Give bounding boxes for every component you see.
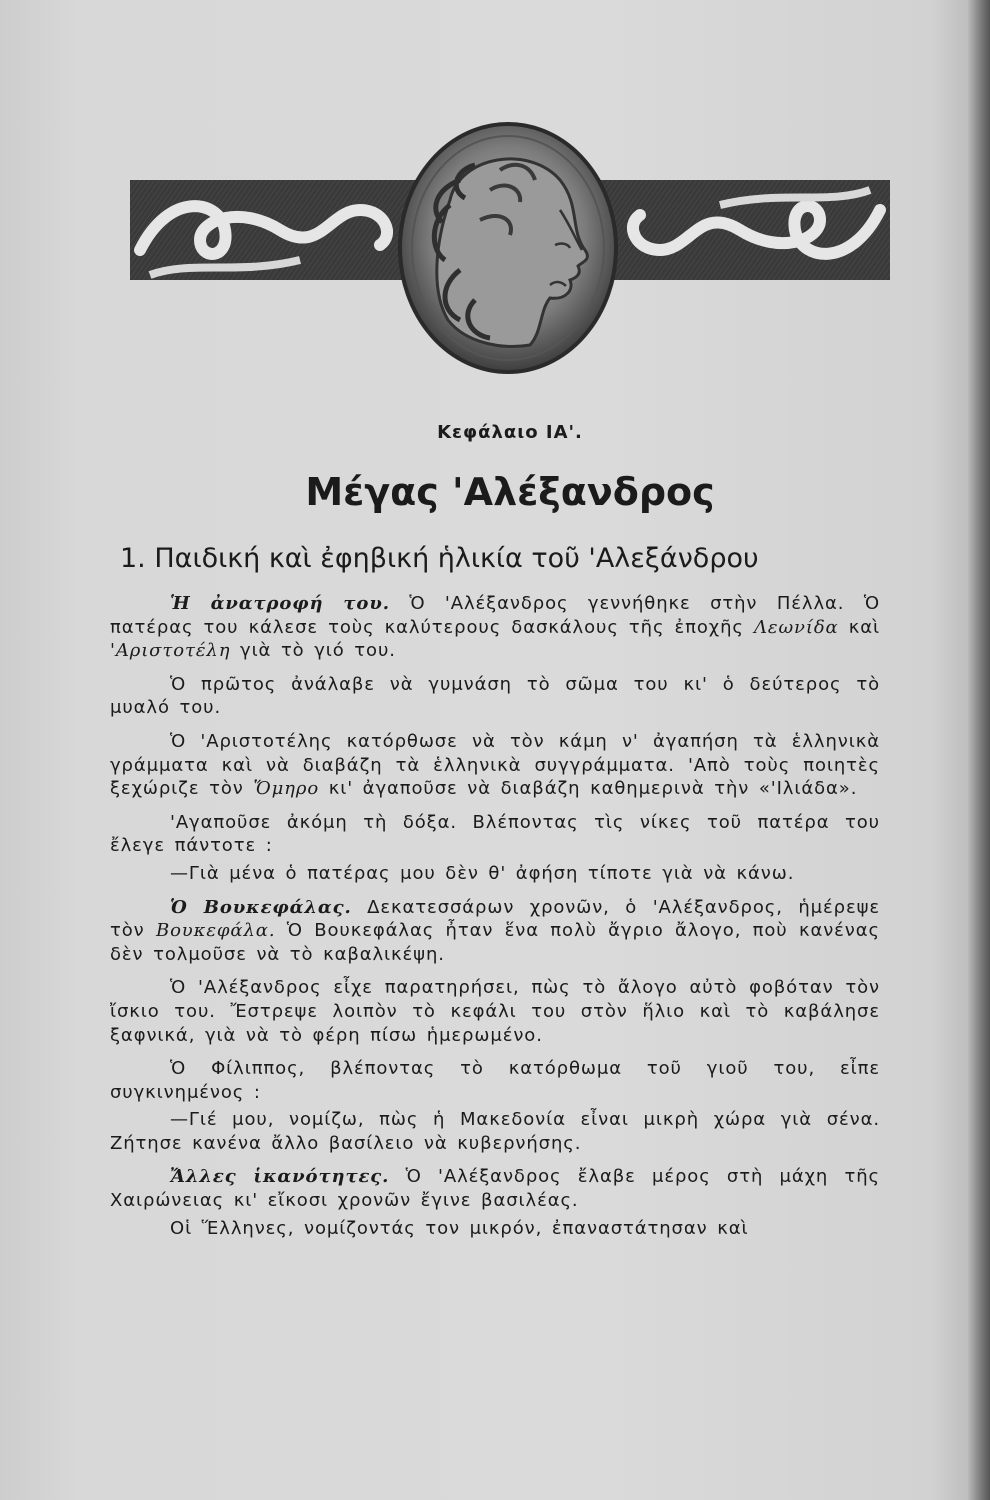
italic-name: Ὅμηρο <box>253 778 320 800</box>
text-run: γιὰ τὸ γιό του. <box>230 640 396 662</box>
paragraph <box>110 1108 880 1155</box>
paragraph <box>110 1165 880 1212</box>
text-run: Οἱ Ἕλληνες, νομίζοντάς τον μικρόν, ἐπαναστάτησαν καὶ <box>170 1217 749 1239</box>
text-run: Ὁ Βουκεφάλας ἦταν ἕνα πολὺ ἄγριο ἄλογο, ποὺ κανένας δὲν τολμοῦσε νὰ τὸ καβαλικέψη. <box>110 920 880 965</box>
paragraph <box>110 673 880 720</box>
text-run: κι' ἀγαποῦσε νὰ διαβάζη καθημερινὰ τὴν «'Ιλιάδα». <box>319 778 858 800</box>
text-run: Ὁ Φίλιππος, βλέποντας τὸ κατόρθωμα τοῦ γιοῦ του, εἶπε συγκινημένος : <box>110 1058 880 1103</box>
page-binding-edge <box>968 0 990 1500</box>
text-run: Ὁ 'Αλέξανδρος γεννήθηκε στὴν Πέλλα. Ὁ πατέρας του κάλεσε τοὺς καλύτερους δασκάλους τῆς ἐποχῆς <box>110 593 880 638</box>
paragraph-lead: Ἄλλες ἱκανότητες. <box>170 1166 390 1188</box>
italic-name: Λεωνίδα <box>753 616 839 638</box>
paragraph <box>110 730 880 801</box>
body-text <box>110 592 880 1250</box>
text-run: Ὁ 'Αλέξανδρος εἶχε παρατηρήσει, πὼς τὸ ἄλογο αὐτὸ φοβόταν τὸν ἴσκιο του. Ἔστρεψε λοιπὸν τὸ κεφάλι του στὸν ἥλιο καὶ τὸ καβάλησε ξαφνικά, γιὰ νὰ τὸ φέρη πίσω ἡμερωμένο. <box>110 977 880 1046</box>
chapter-title: Μέγας 'Αλέξανδρος <box>305 470 715 514</box>
text-run: Ὁ 'Αριστοτέλης κατόρθωσε νὰ τὸν κάμη ν' ἀγαπήση τὰ ἑλληνικὰ γράμματα καὶ νὰ διαβάζη τὰ ἑλληνικὰ συγγράμματα. 'Απὸ τοὺς ποιητὲς ξεχώριζε τὸν <box>110 730 880 800</box>
paragraph <box>110 1217 880 1241</box>
paragraph <box>110 592 880 663</box>
text-run: Ὁ 'Αλέξανδρος ἔλαβε μέρος στὴ μάχη τῆς Χαιρώνειας κι' εἴκοσι χρονῶν ἔγινε βασιλέας. <box>110 1166 880 1212</box>
italic-name: 'Αριστοτέλη <box>110 640 231 662</box>
text-run: —Γιὰ μένα ὁ πατέρας μου δὲν θ' ἀφήση τίποτε γιὰ νὰ κάνω. <box>170 862 795 884</box>
coin-head-banner-image <box>130 110 890 390</box>
text-run: —Γιέ μου, νομίζω, πὼς ἡ Μακεδονία εἶναι μικρὴ χώρα γιὰ σένα. Ζήτησε κανένα ἄλλο βασίλειο νὰ κυβερνήσης. <box>110 1109 880 1154</box>
paragraph-lead: Ἡ ἀνατροφή του. <box>170 593 390 614</box>
paragraph <box>110 862 880 886</box>
paragraph <box>110 811 880 858</box>
chapter-label: Κεφάλαιο ΙΑ'. <box>437 422 583 443</box>
paragraph-lead: Ὁ Βουκεφάλας. <box>170 896 352 918</box>
paragraph <box>110 1057 880 1104</box>
text-run: 'Αγαποῦσε ἀκόμη τὴ δόξα. Βλέποντας τὶς νίκες τοῦ πατέρα του ἔλεγε πάντοτε : <box>110 811 880 857</box>
text-run: Ὁ πρῶτος ἀνάλαβε νὰ γυμνάση τὸ σῶμα του κι' ὁ δεύτερος τὸ μυαλό του. <box>110 673 880 719</box>
text-run: Δεκατεσσάρων χρονῶν, ὁ 'Αλέξανδρος, ἡμέρεψε τὸν <box>110 896 880 942</box>
section-heading: 1. Παιδική καὶ ἐφηβική ἡλικία τοῦ 'Αλεξάνδρου <box>120 543 759 574</box>
paragraph <box>110 896 880 967</box>
italic-name: Βουκεφάλα. <box>155 920 276 942</box>
paragraph <box>110 976 880 1047</box>
text-run: καὶ <box>838 616 880 638</box>
